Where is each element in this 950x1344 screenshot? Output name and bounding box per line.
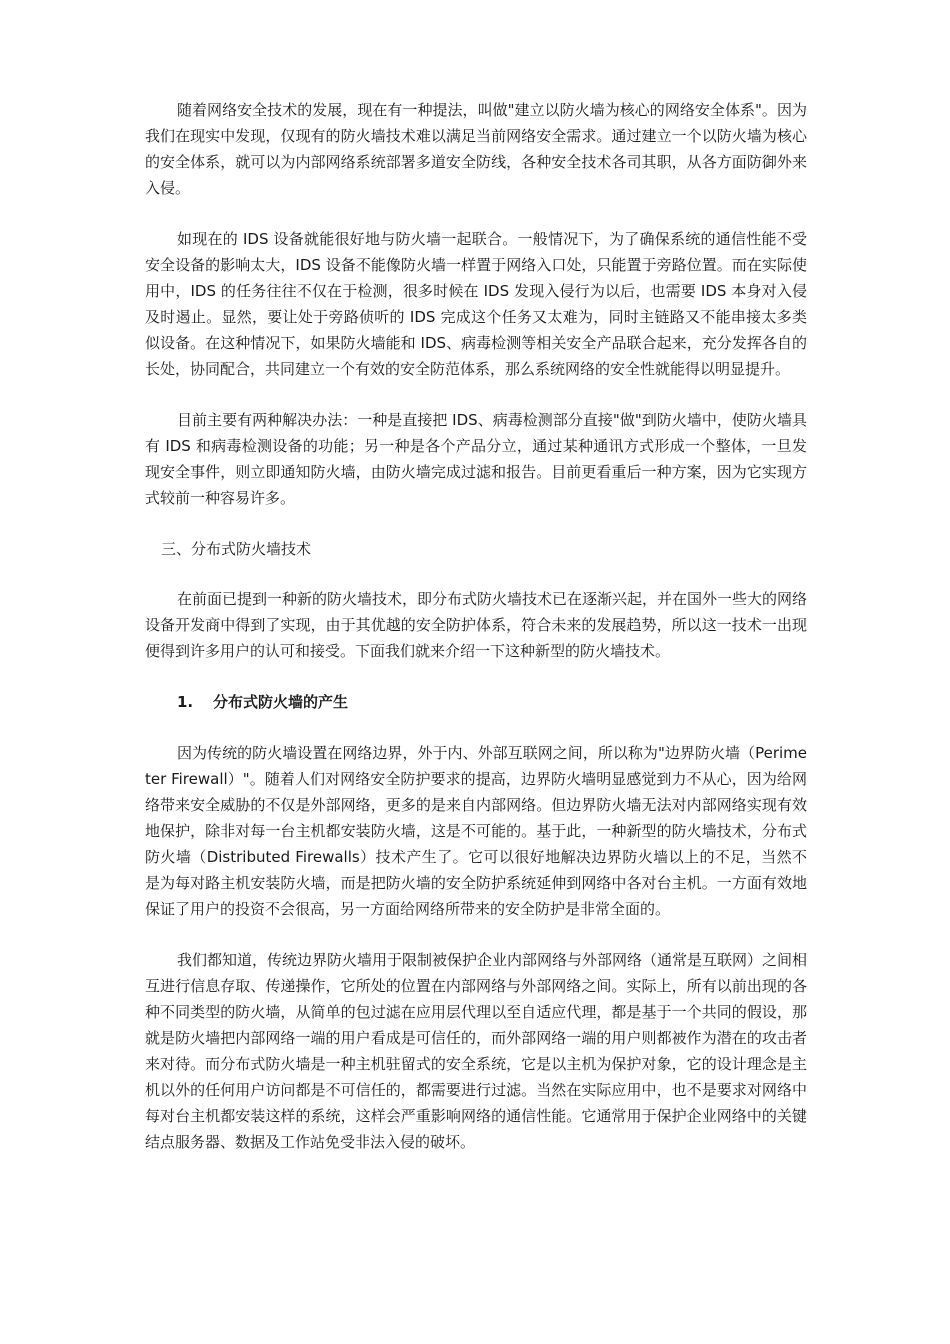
document-page: [145, 97, 807, 1180]
paragraph-ids-integration: 如现在的 IDS 设备就能很好地与防火墙一起联合。一般情况下，为了确保系统的通信性能不受安全设备的影响太大，IDS 设备不能像防火墙一样置于网络入口处，只能置于旁路位置。而在实际使用中，IDS 的任务往往不仅在于检测，很多时候在 IDS 发现入侵行为以后，也需要 IDS 本身对入侵及时遏止。显然，要让处于旁路侦听的 IDS 完成这个任务又太难为，同时主链路又不能串接太多类似设备。在这种情况下，如果防火墙能和 IDS、病毒检测等相关安全产品联合起来，充分发挥各自的长处，协同配合，共同建立一个有效的安全防范体系，那么系统网络的安全性就能得以明显提升。: [145, 230, 807, 378]
subsection-heading: [145, 689, 807, 715]
paragraph-distributed-firewall-intro: 在前面已提到一种新的防火墙技术，即分布式防火墙技术已在逐渐兴起，并在国外一些大的网络设备开发商中得到了实现，由于其优越的安全防护体系，符合未来的发展趋势，所以这一技术一出现便得到许多用户的认可和接受。下面我们就来介绍一下这种新型的防火墙技术。: [145, 590, 808, 660]
paragraph-distributed-firewall-origin: 因为传统的防火墙设置在网络边界，外于内、外部互联网之间，所以称为"边界防火墙（Perimeter Firewall）"。随着人们对网络安全防护要求的提高，边界防火墙明显感觉到力不从心，因为给网络带来安全威胁的不仅是外部网络，更多的是来自内部网络。但边界防火墙无法对内部网络实现有效地保护，除非对每一台主机都安装防火墙，这是不可能的。基于此，一种新型的防火墙技术，分布式防火墙（Distributed Firewalls）技术产生了。它可以很好地解决边界防火墙以上的不足，当然不是为每对路主机安装防火墙，而是把防火墙的安全防护系统延伸到网络中各对台主机。一方面有效地保证了用户的投资不会很高，另一方面给网络所带来的安全防护是非常全面的。: [145, 744, 807, 918]
section-heading: 三、分布式防火墙技术: [161, 540, 312, 558]
paragraph-firewall-centric-security: 随着网络安全技术的发展，现在有一种提法，叫做"建立以防火墙为核心的网络安全体系"。因为我们在现实中发现，仅现有的防火墙技术难以满足当前网络安全需求。通过建立一个以防火墙为核心的安全体系，就可以为内部网络系统部署多道安全防线，各种安全技术各司其职，从各方面防御外来入侵。: [145, 101, 807, 197]
subsection-number: 1.: [177, 693, 194, 711]
paragraph-traditional-vs-distributed: 我们都知道，传统边界防火墙用于限制被保护企业内部网络与外部网络（通常是互联网）之间相互进行信息存取、传递操作，它所处的位置在内部网络与外部网络之间。实际上，所有以前出现的各种不同类型的防火墙，从简单的包过滤在应用层代理以至自适应代理，都是基于一个共同的假设，那就是防火墙把内部网络一端的用户看成是可信任的，而外部网络一端的用户则都被作为潜在的攻击者来对待。而分布式防火墙是一种主机驻留式的安全系统，它是以主机为保护对象，它的设计理念是主机以外的任何用户访问都是不可信任的，都需要进行过滤。当然在实际应用中，也不是要求对网络中每对台主机都安装这样的系统，这样会严重影响网络的通信性能。它通常用于保护企业网络中的关键结点服务器、数据及工作站免受非法入侵的破坏。: [145, 951, 808, 1151]
subsection-title: 分布式防火墙的产生: [213, 693, 349, 711]
paragraph-two-solutions: 目前主要有两种解决办法：一种是直接把 IDS、病毒检测部分直接"做"到防火墙中，使防火墙具有 IDS 和病毒检测设备的功能；另一种是各个产品分立，通过某种通讯方式形成一个整体，一旦发现安全事件，则立即通知防火墙，由防火墙完成过滤和报告。目前更看重后一种方案，因为它实现方式较前一种容易许多。: [145, 411, 807, 507]
